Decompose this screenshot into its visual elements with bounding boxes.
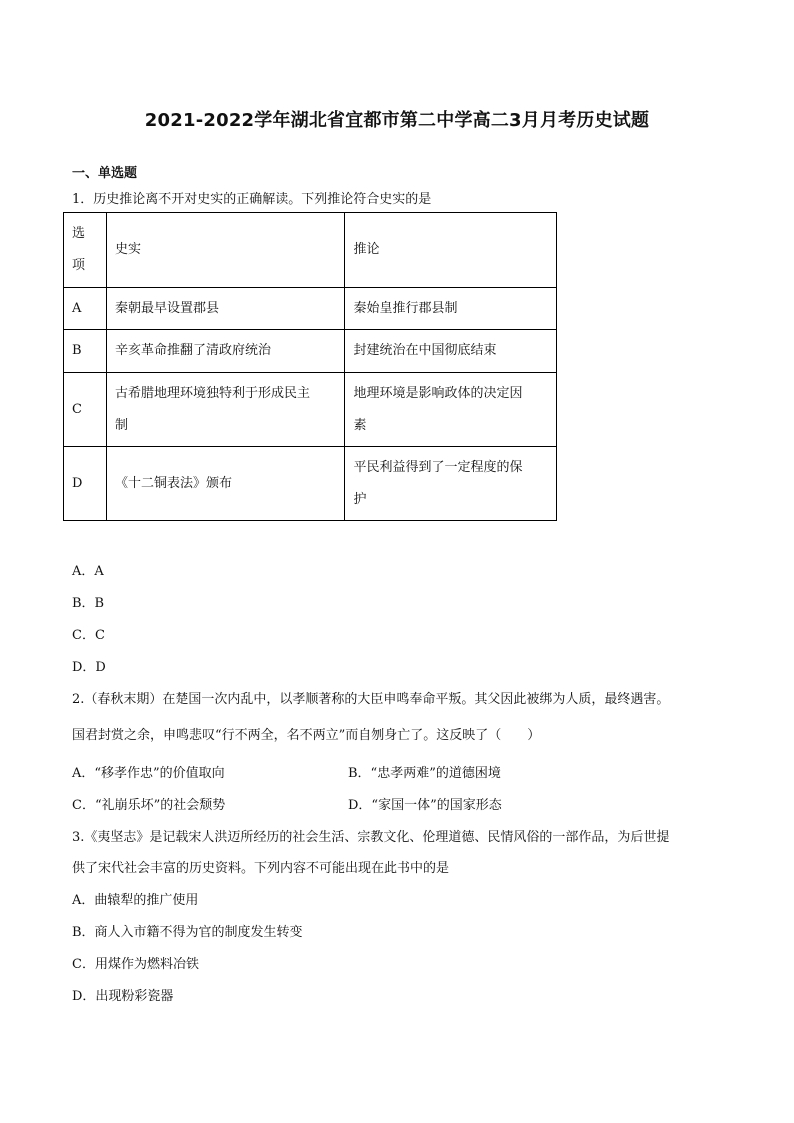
row-fact: 古希腊地理环境独特利于形成民主 制	[106, 373, 344, 447]
q3-choice-a[interactable]: A．曲辕犁的推广使用	[72, 893, 199, 908]
row-option: D	[64, 447, 107, 521]
header-fact: 史实	[106, 213, 344, 288]
q3-stem-line2: 供了宋代社会丰富的历史资料。下列内容不可能出现在此书中的是	[72, 861, 450, 876]
q1-stem: 1．历史推论离不开对史实的正确解读。下列推论符合史实的是	[72, 192, 432, 207]
q3-choice-d[interactable]: D．出现粉彩瓷器	[72, 989, 174, 1004]
row-inference: 封建统治在中国彻底结束	[345, 330, 557, 373]
q3-stem-line1: 3.《夷坚志》是记载宋人洪迈所经历的社会生活、宗教文化、伦理道德、民情风俗的一部作品，为后世提	[72, 830, 670, 845]
q2-choice-a[interactable]: A．“移孝作忠”的价值取向	[72, 766, 225, 781]
q2-choice-b[interactable]: B．“忠孝两难”的道德困境	[348, 766, 501, 781]
row-option: A	[64, 288, 107, 330]
q2-stem-line1: 2.（春秋末期）在楚国一次内乱中，以孝顺著称的大臣申鸣奉命平叛。其父因此被绑为人质，最终遇害。	[72, 692, 670, 707]
q3-choice-c[interactable]: C．用煤作为燃料冶铁	[72, 957, 199, 972]
row-option: C	[64, 373, 107, 447]
row-option: B	[64, 330, 107, 373]
section-heading: 一、单选题	[72, 166, 138, 181]
q1-choice-c[interactable]: C．C	[72, 628, 105, 643]
q1-choice-d[interactable]: D．D	[72, 660, 106, 675]
row-fact: 《十二铜表法》颁布	[106, 447, 344, 521]
header-inference: 推论	[345, 213, 557, 288]
q2-stem-line2: 国君封赏之余，申鸣悲叹“行不两全，名不两立”而自刎身亡了。这反映了（ ）	[72, 728, 541, 743]
history-table	[63, 212, 557, 521]
q1-choice-b[interactable]: B．B	[72, 596, 105, 611]
row-inference: 秦始皇推行郡县制	[345, 288, 557, 330]
row-fact: 秦朝最早设置郡县	[106, 288, 344, 330]
q2-choice-d[interactable]: D．“家国一体”的国家形态	[348, 798, 502, 813]
row-inference: 地理环境是影响政体的决定因 素	[345, 373, 557, 447]
table-row	[64, 288, 557, 330]
exam-title: 2021-2022学年湖北省宜都市第二中学高二3月月考历史试题	[144, 110, 650, 131]
q3-choice-b[interactable]: B．商人入市籍不得为官的制度发生转变	[72, 925, 303, 940]
header-option: 选 项	[64, 213, 107, 288]
q1-choice-a[interactable]: A．A	[72, 564, 104, 579]
table-row	[64, 447, 557, 521]
row-inference: 平民利益得到了一定程度的保 护	[345, 447, 557, 521]
table-header-row	[64, 213, 557, 288]
table-row	[64, 330, 557, 373]
row-fact: 辛亥革命推翻了清政府统治	[106, 330, 344, 373]
q2-choice-c[interactable]: C．“礼崩乐坏”的社会颓势	[72, 798, 226, 813]
table-row	[64, 373, 557, 447]
